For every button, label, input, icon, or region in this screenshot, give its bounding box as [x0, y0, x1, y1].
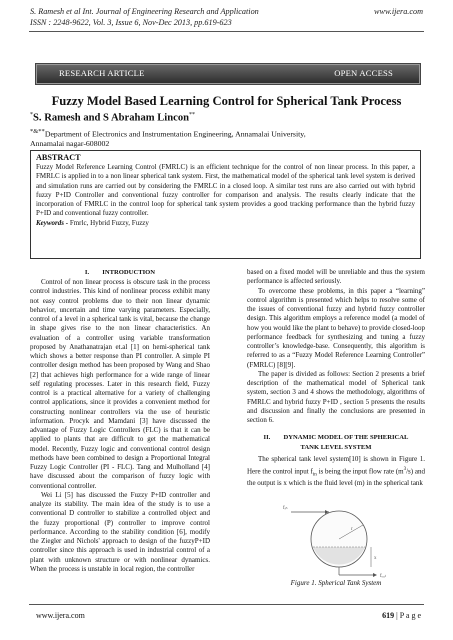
fin-subscript: in [312, 472, 317, 478]
footer-divider [29, 604, 424, 605]
right-paragraph-3: The paper is divided as follows: Section 2 presents a brief description of the mathematical model of Spherical tank system, section 3 and 4 shows the methodology, algorithms of FMRLC and hybrid fuzzy P+ID , section 5 presents the results and discussion and finally the conclusions are presented in section 6. [247, 369, 425, 424]
header-divider [29, 31, 424, 32]
page-number: 619 | P a g e [382, 611, 421, 620]
author-list [30, 112, 195, 124]
section-heading-introduction: I. INTRODUCTION [84, 269, 156, 276]
author-names: S. Ramesh and S Abraham Lincon [33, 112, 190, 124]
paper-title: Fuzzy Model Based Learning Control for Spherical Tank Process [51, 94, 402, 108]
spherical-tank-diagram [247, 495, 425, 579]
footer-website[interactable]: www.ijera.com [36, 611, 85, 620]
right-column [247, 268, 425, 588]
section-heading-dynamic-model [247, 433, 425, 453]
author-sup-1: * [30, 112, 33, 118]
radius-label: r [351, 526, 353, 532]
keywords [36, 219, 415, 228]
journal-line-1: S. Ramesh et al Int. Journal of Engineering Research and Application [30, 7, 259, 16]
journal-header [30, 6, 259, 28]
intro-paragraph-1: Control of non linear process is obscure task in the process control industries. This kind of nonlinear process exhibit many not easy control problems due to their non linear dynamic behavior, uncertain and time varying parameters. Especially, control of a level in a spherical tank is vital, because the change in shape gives rise to the non linear characteristics. An evaluation of a controller using variable transformation proposed by Anathanatrajan et.al [1] on hemi-spherical tank which shows a better response than PI controller. A simple PI controller design method has been proposed by Wang and Shao [2] that achieves high performance for a wide range of linear self regulating processes. Later in this research field, Fuzzy control is a practical alternative for a variety of challenging control applications, since it provides a convenient method for constructing nonlinear controllers via the use of heuristic information. Procyk and Mamdani [3] have discussed the advantage of Fuzzy Logic Controllers (FLC) is that it can be applied to plants that are difficult to get the mathematical model. Recently, Fuzzy logic and conventional control design methods have been combined to design a Proportional Integral Fuzzy Logic Controller (PI - FLC). Tang and Mulholland [4] have discussed about the comparison of fuzzy logic with conventional controller. [30, 278, 210, 490]
section-heading-line-1: II. DYNAMIC MODEL OF THE SPHERICAL [263, 434, 409, 442]
figure-caption: Figure 1. Spherical Tank System [290, 578, 382, 587]
right-paragraph-1: based on a fixed model will be unreliable and thus the system performance is affected seriously. [247, 268, 425, 286]
open-access-label: OPEN ACCESS [334, 68, 393, 78]
right-paragraph-4: The spherical tank level system[10] is shown in Figure 1. Here the control input $f_{in}$ is being the input flow rate $(m^3/s)$ and the output is x which is the fluid level (m) in the spherical tank [247, 455, 426, 488]
level-label: x [374, 555, 377, 561]
right-paragraph-2: To overcome these problems, in this paper a “learning” control algorithm is presented which helps to resolve some of the issues of conventional fuzzy and hybrid fuzzy controller design. This algorithm employs a reference model (a model of how you would like the plant to behave) to provide closed-loop performance feedback for synthesizing and tuning a fuzzy controller’s knowledge-base. Consequently, this algorithm is referred to as a “Fuzzy Model Reference Learning Controller” (FMRLC) [8][9]. [247, 286, 425, 369]
spherical-tank-figure [247, 495, 425, 579]
keywords-label: Keywords - [36, 218, 69, 227]
journal-line-2: ISSN : 2248-9622, Vol. 3, Issue 6, Nov-Dec 2013, pp.619-623 [30, 18, 232, 27]
research-article-label: RESEARCH ARTICLE [59, 68, 145, 78]
intro-paragraph-2: Wei Li [5] has discussed the Fuzzy P+ID controller and analyze its stability. The main idea of the study is to use a conventional D controller to stabilize a controlled object and the fuzzy proportional (P) controller to improve control performance. According to the stability condition [6], modify the Ziegler and Nichols' approach to design of the fuzzyP+ID controller since this approach is used in industrial control of a plant with unknown structure or with nonlinear dynamics. When the process is unstable in local region, the controller [30, 490, 210, 573]
affiliation [30, 127, 430, 149]
abstract-heading: ABSTRACT [36, 153, 81, 162]
outflow-arrow [373, 573, 377, 577]
affiliation-line-1: Department of Electronics and Instrumentation Engineering, Annamalai University, [44, 129, 306, 139]
inflow-label: fᵢₙ [283, 505, 288, 511]
article-type-band [36, 64, 420, 84]
outflow-label: fₒᵤₜ [380, 573, 387, 579]
journal-website[interactable]: www.ijera.com [374, 7, 423, 16]
author-sup-2: ** [189, 112, 196, 118]
abstract-box [30, 150, 421, 259]
m3-superscript: 3 [403, 466, 407, 472]
affiliation-line-2: Annamalai nagar-608002 [30, 139, 110, 149]
fluid-region [313, 547, 365, 565]
affiliation-sup: *&** [30, 128, 45, 135]
abstract-text: Fuzzy Model Reference Learning Control (FMRLC) is an efficient technique for the control of non linear process. In this paper, a FMRLC is applied in to a non linear spherical tank system. First, the mathematical model of the spherical tank level system is derived and simulation runs are carried out by considering the FMRLC in a closed loop. A similar test runs are also carried out with hybrid fuzzy P+ID Controller and conventional fuzzy controller for comparison and analysis. The results clearly indicate that the incorporation of FMRLC in the control loop for spherical tank system provides a good tracking performance than the hybrid fuzzy P+ID and conventional fuzzy controller. [36, 163, 415, 218]
section-heading-line-2: TANK LEVEL SYSTEM [300, 444, 372, 452]
left-column [30, 268, 210, 574]
keywords-list: Fmrlc, Hybrid Fuzzy, Fuzzy [68, 218, 149, 227]
